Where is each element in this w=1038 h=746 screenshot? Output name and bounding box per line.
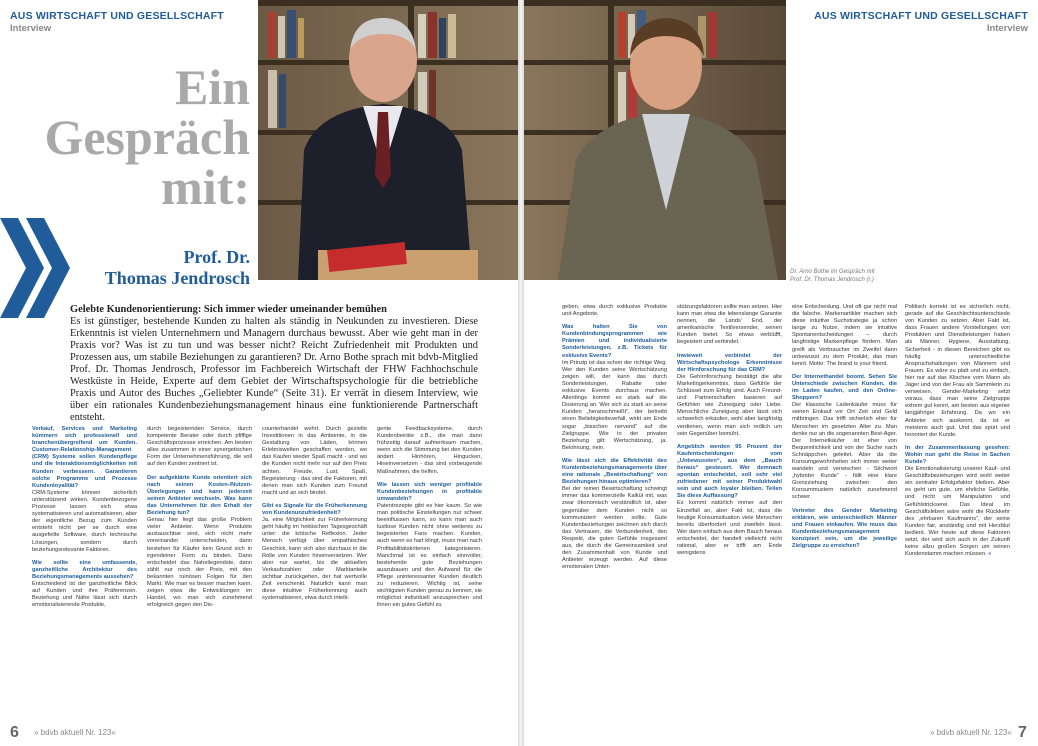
text-column-4 bbox=[377, 426, 482, 718]
text-column-5 bbox=[562, 304, 667, 718]
title-line-2: Gespräch bbox=[44, 109, 250, 165]
question: In der Zusammenfassung gesehen: Wohin nun geht die Reise in Sachen Kunde? bbox=[905, 444, 1010, 465]
answer: CRM-Systeme können sicherlich unterstützend wirken. Kundenbezogene Prozesse lassen sich etwa systematisieren und automatisieren, aber der eigentliche Bezug zum Kunden entsteht nicht per se durch eine ausgefeilte Software, durch technische Lösungen, sondern durch beziehungsrelevante Faktoren. bbox=[32, 489, 137, 553]
title-line-1: Ein bbox=[174, 59, 250, 115]
chevron-graphic-icon bbox=[0, 218, 70, 318]
question: Inwieweit verbindet der Wirtschaftspsychologe Erkenntnisse der Hirnforschung für das CRM? bbox=[677, 352, 782, 373]
answer: Ja, eine Möglichkeit zur Früherkennung geht häufig im hektischen Tagesgeschäft unter: die kritische Reflexion. Jeder Mensch verfügt über empathisches Geschick, kann sich also durchaus in die Rolle von Kunden hineinversetzen. Wer aber nur wartet, bis die aktuellen Verkaufszahlen oder Marktanteile sichtbar zurückgehen, der hat wertvolle Zeit verschenkt. Natürlich kann man diese intuitive Früherkennung auch systematisieren, etwa durch intelli- bbox=[262, 517, 367, 602]
question: Vertreter des Gender Marketing erklären, wie unterschiedlich Männer und Frauen einkaufen. Wie muss das Kundenbeziehungsmanagement konzipiert sein, um die jeweilige Zielgruppe zu erreichen? bbox=[792, 507, 897, 549]
answer: Genau hier liegt das große Problem vieler Anbieter. Wenn Produkte austauschbar sind, sich nicht mehr voneinander unterscheiden, dann bestehen für Käufer kein Grund sich in irgendeiner Form zu binden. Dann entscheidet das Naheliegendste, dann zählt nur noch der Preis, mit den bekannten ruinösen Folgen für den Markt. Wie man es besser machen kann, zeigen etwa die Entwicklungen im Handel, wo man sich zunehmend erfolgreich gegen den Dis- bbox=[147, 517, 252, 609]
subsection-right: Interview bbox=[986, 23, 1028, 34]
text-column-1 bbox=[32, 426, 137, 718]
magazine-footer-right: » bdvb aktuell Nr. 123« bbox=[930, 728, 1012, 737]
question: Angeblich werden 95 Prozent der Kaufentscheidungen vom „Unbewussten“, aus dem „Bauch heraus“ gesteuert. Wer demnach spontan entscheidet, soll sehr viel zufriedener mit seiner Produktwahl sein und auch loyaler bleiben. Teilen Sie diese Auffassung? bbox=[677, 443, 782, 500]
question: Wie sollte eine umfassende, ganzheitliche Architektur des Beziehungsmanagements aussehen? bbox=[32, 559, 137, 580]
answer: durch begeisternden Service, durch kompetente Berater oder durch pfiffige Geschäftsprozesse erreichen. Am besten alles zusammen in einer synergetischen Form der Unternehmensführung, die voll auf den Kunden zentriert ist. bbox=[147, 426, 252, 468]
question: Der aufgeklärte Kunde orientiert sich nach seinen Kosten-/Nutzen-Überlegungen und kann jederzeit seinen Anbieter wechseln. Was kann das Unternehmen für den Erhalt der Beziehung tun? bbox=[147, 474, 252, 517]
answer: Es kommt natürlich immer auf den Einzelfall an, aber Fakt ist, dass die heutige Konsumsituation viele Menschen bereits überfordert und zweifeln lässt. Wer dann einfach aus dem Bauch heraus entscheidet, der handelt vielleicht nicht rational, aber er trifft am Ende wenigstens bbox=[677, 500, 782, 557]
answer: gente Feedbacksysteme, durch Kundenbeiräte z.B., die man dann frühzeitig darauf aufmerksam machen, wenn sich die Stimmung bei den Kunden ändert. Hinhören, Hingucken, Hineinversetzen - das sind vorbeugende Maßnahmen, die helfen. bbox=[377, 426, 482, 475]
intro-block bbox=[70, 304, 478, 424]
answer: Entscheidend ist der ganzheitliche Blick auf Kunden und ihre Präferenzen. Beziehung und Nähe lässt sich durch emotionalisierende Produkte, bbox=[32, 580, 137, 609]
page-number-left: 6 bbox=[10, 724, 19, 741]
question: Gibt es Signale für die Früherkennung von Kundenunzufriedenheit? bbox=[262, 502, 367, 517]
intro-text: Es ist günstiger, bestehende Kunden zu halten als ständig in Neukunden zu investieren. Diese Erkenntnis ist vielen Unternehmern und Managern durchaus bewusst. Aber wie geht man in der Praxis vor? Was ist zu tun und was besser nicht? Reicht Zufriedenheit mit Produkten und Prozessen aus, um stabile Beziehungen zu garantieren? Dr. Arno Bothe sprach mit bdvb-Mitglied Prof. Dr. Thomas Jendrosch, Professor im Fachbereich Wirtschaft der FHW Fachhochschule Westküste in Heide, Experte auf dem Gebiet der Wirtschaftspsychologie für die betriebliche Praxis und Autor des Buches „Geliebter Kunde“ (Seite 31). Er verrät in diesem Interview, wie über ein rationales Kundenbeziehungsmanagement hinaus eine funktionierende Partnerschaft entsteht. bbox=[70, 316, 478, 423]
answer: Politisch korrekt ist es sicherlich nicht, gerade auf die Geschlechtsunterschiede von Kunden zu setzen. Aber Fakt ist, dass Frauen andere Vorstellungen von Produkten und Dienstleistungen haben als Männer. Hygiene, Ausstattung, Sicherheit - in diesen Bereichen gibt es häufig unterschiedliche Anspruchshaltungen von Männern und Frauen. Es wäre zu platt und zu einfach, hier nur auf das Klischee vom Mann als Jäger und von der Frau als Sammlerin zu verweisen. Gender-Marketing setzt voraus, dass man seine Zielgruppe extrem gut kennt, am besten aus eigener langjähriger Erfahrung. Da wo ein Anbieter sich auskennt, da ist er meistens auch gut. Und das spürt und honoriert der Kunde. bbox=[905, 304, 1010, 438]
answer: counterhandel wehrt. Durch gezielte Investitionen in das Ambiente, in die Gestaltung von Läden, können Erlebniswelten geschaffen werden, wo das Kaufen wieder Spaß macht - und wo die Kunden nicht mehr nur auf den Preis achten. Freude, Lust, Spaß, Begeisterung - das sind die Faktoren, mit denen man sich Kunden zum Freund macht und an sich bindet. bbox=[262, 426, 367, 496]
answer: eine Entscheidung. Und oft gar nicht mal die falsche. Markenartikler machen sich diese intuitive Suchstrategie ja schon lange zu Nutze, indem sie intuitive Spontanentscheidungen – durch langfristige Markenpflege fördern. Man greift als Verbraucher im Zweifel dann unbewusst zu dem Produkt, das man kennt. Motto: The brand is your friend. bbox=[792, 304, 897, 367]
answer bbox=[905, 466, 1010, 558]
caption-line-2: Prof. Dr. Thomas Jendrosch (r.) bbox=[790, 277, 874, 283]
question: Wie lassen sich weniger profitable Kundenbeziehungen in profitable umwandeln? bbox=[377, 481, 482, 502]
question: Wie lässt sich die Effektivität des Kundenbeziehungsmanagements über eine rationale „Bewirtschaftung“ von Beziehungen hinaus optimieren? bbox=[562, 457, 667, 486]
question: Der Internethandel boomt. Sehen Sie Unterschiede zwischen Kunden, die im Laden kaufen, und den Online-Shoppern? bbox=[792, 373, 897, 402]
answer: Die Gehirnforschung bestätigt die alte Marketingerkenntnis, dass Gefühle der Schlüssel zum Erfolg sind. Auch Freund- und Partnerschaften basieren auf Gefühlen wie Zuneigung oder Liebe. Menschliche Zuneigung aber lässt sich schwerlich erkaufen, wohl aber langfristig verdienen, wenn man sich redlich um sein Gegenüber bemüht. bbox=[677, 373, 782, 437]
page-title bbox=[38, 59, 250, 215]
end-mark: « bbox=[988, 551, 992, 558]
answer: Der klassische Ladenkäufer muss für seinen Einkauf vor Ort Zeit und Geld mitbringen. Das trifft sicherlich eher für Menschen im gesetzten Alter zu. Man denke nur an die sogenannten Best-Ager. Der Internetkäufer ist eher von Bequemlichkeit und von der Suche nach Schnäppchen geleitet. Aber da die Konsumgewohnheiten sich immer weiter wandeln und verwischen - Stichwort „hybrider Kunde“ - fällt eine klare Grenzziehung zwischen den Konsummustern natürlich zunehmend schwer. bbox=[792, 402, 897, 501]
answer: stützungsfaktoren sollte man setzen. Hier kann man etwa die lebenslange Garantie nennen, die Lands' End, der amerikanische Textilversender, seinen Kunden bietet. So etwas verblüfft, begeistert und verbindet. bbox=[677, 304, 782, 346]
text-column-6 bbox=[677, 304, 782, 718]
interviewee-name bbox=[70, 247, 250, 289]
text-column-3 bbox=[262, 426, 367, 718]
question: Verkauf, Services und Marketing kümmern sich professionell und branchenübergreifend um Kunden. Customer-Relationship-Management (CRM) Systeme sollen Kundenpflege und die Interaktionsmöglichkeiten mit Kunden verbessern. Garantieren solche Programme und Prozesse Kundenloyalität? bbox=[32, 426, 137, 489]
subsection-left: Interview bbox=[10, 23, 52, 34]
answer: Patentrezepte gibt es hier kaum. So wie man politische Einstellungen nur schwer beeinflussen kann, so kann man auch lustlose Kunden nicht ohne weiteres zu begeisterten Fans machen. Kunden, auch wenn es hart klingt, muss man nach Profitabilitätskriterien kategorisieren. Manchmal ist es einfach sinnvoller, bestehende gute Beziehungen auszubauen und den Aufwand für die Pflege uninteressanter Kunden deutlich zu reduzieren. Wichtig ist, seine wichtigsten Kunden genau zu kennen, sie möglichst individuell anzusprechen und ihnen ein gutes Gefühl zu bbox=[377, 502, 482, 609]
interviewee-fullname: Thomas Jendrosch bbox=[104, 268, 250, 288]
section-header-left: AUS WIRTSCHAFT UND GESELLSCHAFT bbox=[10, 10, 224, 22]
page-gutter bbox=[518, 0, 524, 746]
answer: Bei der reinen Bewirtschaftung schwingt immer das kommerzielle Kalkül mit, was zwar ökonomisch verständlich ist, aber gegenüber dem Kunden nicht so kommuniziert werden sollte. Gute Kundenbeziehungen zeichnen sich durch das Vertrauen, die Verbundenheit, den Respekt, die guten Gefühle insgesamt aus, die durch die Gemeinsamkeit und den Zusammenhalt von Kunde und Anbieter erzeugt werden. Auf diese emotionalen Unter- bbox=[562, 486, 667, 571]
caption-line-1: Dr. Arno Bothe im Gespräch mit bbox=[790, 269, 875, 275]
text-column-7 bbox=[792, 304, 897, 718]
interviewee-title: Prof. Dr. bbox=[183, 247, 250, 267]
intro-heading: Gelebte Kundenorientierung: Sich immer wieder umeinander bemühen bbox=[70, 304, 387, 315]
photo-caption bbox=[790, 268, 890, 284]
magazine-footer-left: » bdvb aktuell Nr. 123« bbox=[34, 728, 116, 737]
section-header-right: AUS WIRTSCHAFT UND GESELLSCHAFT bbox=[814, 10, 1028, 22]
question: Was halten Sie von Kundenbindungsprogrammen wie Prämien und individualisierte Sonderleistungen, z.B. Tickets für exklusive Events? bbox=[562, 324, 667, 359]
page-number-right: 7 bbox=[1018, 724, 1027, 741]
answer-text: Die Emotionalisierung unserer Kauf- und Geschäftsbeziehungen wird wohl weiter ein zentraler Erfolgsfaktor bleiben. Aber es geht um gute, um ehrliche Gefühle, und nicht um Manipulation und Gefühlstrickserei. Das Ideal im Geschäftsleben wäre wohl die Rückkehr des „ehrbaren Kaufmanns“, der seine Kunden fair, anständig und mit Herzblut bedient. Wer heute auf diese Faktoren setzt, der wird sich auch in der Zukunft keine allzu großen Sorgen um seinen Kundenstamm machen müssen. bbox=[905, 466, 1010, 558]
answer: geben, etwa durch exklusive Produkte und Angebote. bbox=[562, 304, 667, 318]
text-column-2 bbox=[147, 426, 252, 718]
text-column-8 bbox=[905, 304, 1010, 718]
answer: Im Prinzip ist das schon der richtige Weg. Wer den Kunden seine Wertschätzung zeigen will, der kann das durch Sonderleistungen, Rabatte oder exklusive Events durchaus machen. Allerdings kommt es stark auf die Dosierung an. Wer sich zu stark an seine Kunden „heranschmeißt“, der betreibt einen Beliebigkeitsverfall, wirkt am Ende sogar „bisschen nervend“ auf die Zielgruppe. Wie in der privaten Beziehung gilt: Wertschätzung, ja. Belohnung, nein. bbox=[562, 359, 667, 451]
title-line-3: mit: bbox=[161, 159, 250, 215]
